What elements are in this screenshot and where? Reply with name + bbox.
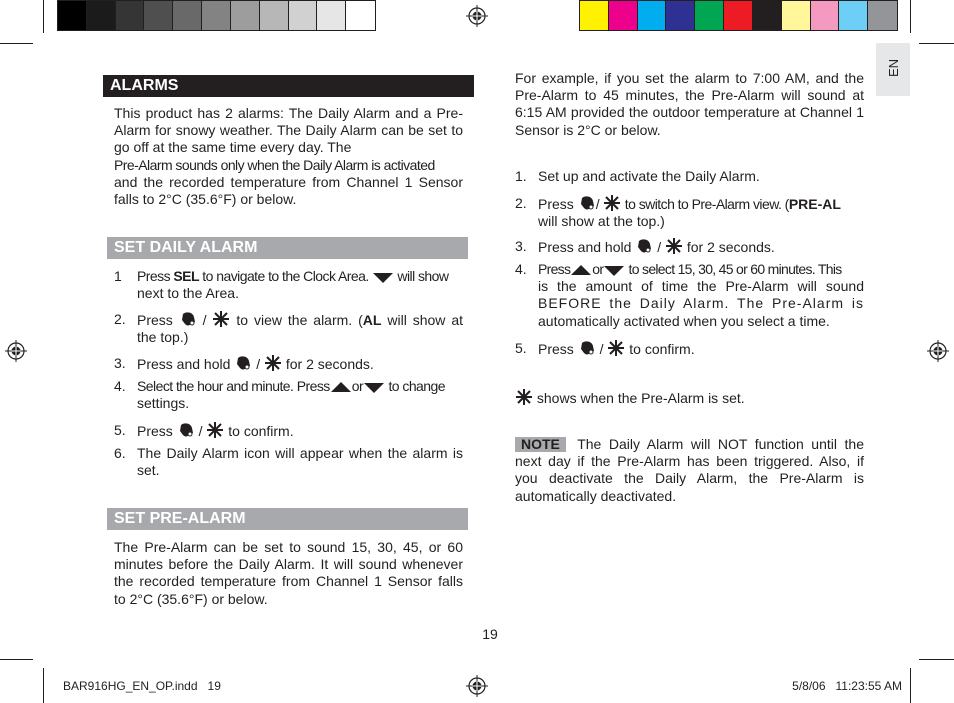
step-text: Set up and activate the Daily Alarm. bbox=[538, 168, 760, 184]
up-arrow-icon bbox=[331, 382, 351, 393]
snowflake-icon bbox=[265, 355, 281, 371]
down-arrow-icon bbox=[373, 272, 393, 283]
step-text: / bbox=[198, 423, 203, 439]
note-text: The Daily Alarm will NOT function until the next day if the Pre-Alarm has been triggered. Also, if you deactivate the Daily Alarm, the Pre-Alarm is automatically deactivated. bbox=[515, 436, 864, 504]
alarm-bell-icon bbox=[235, 355, 251, 371]
color-swatch bbox=[289, 1, 318, 30]
snowflake-icon bbox=[213, 311, 229, 327]
registration-mark-icon bbox=[466, 675, 488, 697]
step-text: to switch to Pre-Alarm view. ( bbox=[621, 196, 789, 212]
crop-mark bbox=[0, 43, 33, 44]
step-text: will show bbox=[394, 268, 449, 284]
step-text: Press and hold bbox=[538, 239, 632, 255]
language-tab bbox=[876, 43, 910, 96]
crop-mark bbox=[919, 43, 954, 44]
page-number: 19 bbox=[482, 626, 498, 642]
step-number: 5. bbox=[515, 340, 527, 356]
alarm-bell-icon bbox=[180, 311, 196, 327]
step-text: or bbox=[351, 378, 364, 394]
language-tab-label: EN bbox=[886, 58, 901, 77]
section-heading-set-daily-alarm: SET DAILY ALARM bbox=[107, 237, 468, 259]
color-swatch bbox=[87, 1, 116, 30]
step-text: will show at the top.) bbox=[538, 213, 665, 230]
step-text: Press bbox=[137, 423, 173, 439]
snowflake-icon bbox=[666, 238, 682, 254]
step-text: / bbox=[657, 239, 662, 255]
alarms-intro-text: This product has 2 alarms: The Daily Alarm and a Pre-Alarm for snowy weather. The Daily Alarm can be set to go off at the same time every day. The bbox=[114, 105, 463, 156]
color-swatch bbox=[144, 1, 173, 30]
step-text: Press bbox=[137, 312, 173, 328]
sel-key-label: SEL bbox=[173, 268, 199, 284]
crop-mark bbox=[43, 0, 44, 33]
crop-mark bbox=[910, 668, 911, 703]
footer-timestamp: 5/8/06 11:23:55 AM bbox=[792, 679, 902, 693]
crop-mark bbox=[910, 0, 911, 33]
alarm-bell-icon bbox=[579, 195, 595, 211]
snowflake-note bbox=[515, 389, 864, 407]
step-text: Press bbox=[538, 341, 574, 357]
up-arrow-icon bbox=[571, 265, 591, 276]
step-number: 1. bbox=[515, 168, 527, 184]
snowflake-icon bbox=[608, 340, 624, 356]
alarms-intro-text-end: and the recorded temperature from Channel 1 Sensor falls to 2°C (35.6°F) or below. bbox=[114, 173, 463, 208]
alarm-bell-icon bbox=[178, 422, 194, 438]
list-item bbox=[114, 422, 463, 440]
alarms-intro-text-condensed: Pre-Alarm sounds only when the Daily Alarm is activated bbox=[114, 156, 435, 173]
alarm-bell-icon bbox=[636, 238, 652, 254]
color-swatch bbox=[260, 1, 289, 30]
step-text: to view the alarm. ( bbox=[236, 312, 363, 328]
step-number: 3. bbox=[515, 238, 527, 254]
note-label: NOTE bbox=[515, 437, 566, 452]
list-item bbox=[114, 355, 463, 373]
step-number: 2. bbox=[114, 311, 126, 327]
step-text: / bbox=[202, 312, 207, 328]
list-item bbox=[515, 195, 864, 230]
alarms-intro bbox=[114, 105, 463, 208]
note-paragraph bbox=[515, 436, 864, 505]
color-swatch bbox=[666, 1, 695, 30]
snowflake-icon bbox=[207, 422, 223, 438]
step-text: for 2 seconds. bbox=[285, 356, 374, 372]
step-text: to navigate to the Clock Area. bbox=[198, 268, 373, 284]
list-item bbox=[114, 268, 463, 302]
grayscale-color-bar bbox=[57, 0, 376, 31]
color-swatch bbox=[811, 1, 840, 30]
color-swatch bbox=[724, 1, 753, 30]
step-number: 2. bbox=[515, 195, 527, 211]
step-text: automatically activated when you select a time. bbox=[538, 312, 830, 329]
step-number: 3. bbox=[114, 355, 126, 371]
example-paragraph: For example, if you set the alarm to 7:00 AM, and the Pre-Alarm to 45 minutes, the Pre-Alarm will sound at 6:15 AM provided the outdoor temperature at Channel 1 Sensor is 2°C or below. bbox=[515, 70, 864, 138]
step-text: next to the Area. bbox=[137, 285, 239, 302]
color-swatch bbox=[695, 1, 724, 30]
step-text: is the amount of time the Pre-Alarm will sound bbox=[538, 278, 864, 295]
step-text: for 2 seconds. bbox=[686, 239, 775, 255]
color-swatch bbox=[58, 1, 87, 30]
registration-mark-icon bbox=[466, 5, 488, 27]
alarm-bell-icon bbox=[579, 340, 595, 356]
step-text: to select 15, 30, 45 or 60 minutes. This bbox=[625, 261, 842, 277]
registration-mark-icon bbox=[927, 340, 949, 362]
crop-mark bbox=[919, 659, 954, 660]
color-swatch bbox=[609, 1, 638, 30]
footer-filename: BAR916HG_EN_OP.indd 19 bbox=[63, 679, 221, 693]
al-label: AL bbox=[362, 312, 382, 328]
step-text: Press and hold bbox=[137, 356, 231, 372]
list-item bbox=[515, 238, 864, 256]
step-text: / bbox=[595, 196, 600, 212]
list-item bbox=[114, 311, 463, 346]
step-number: 4. bbox=[515, 261, 527, 277]
pre-al-label: PRE-AL bbox=[788, 196, 841, 212]
color-swatch bbox=[116, 1, 145, 30]
step-text: to change bbox=[385, 378, 445, 394]
list-item bbox=[114, 445, 463, 479]
color-swatch bbox=[173, 1, 202, 30]
snowflake-note-text: shows when the Pre-Alarm is set. bbox=[533, 390, 745, 406]
crop-mark bbox=[0, 659, 33, 660]
section-heading-set-pre-alarm: SET PRE-ALARM bbox=[107, 508, 468, 530]
snowflake-icon bbox=[604, 195, 620, 211]
step-number: 4. bbox=[114, 378, 126, 394]
section-heading-alarms: ALARMS bbox=[103, 75, 474, 97]
list-item bbox=[515, 168, 864, 185]
color-swatch bbox=[231, 1, 260, 30]
color-swatch bbox=[753, 1, 782, 30]
color-swatch bbox=[317, 1, 346, 30]
list-item bbox=[515, 340, 864, 358]
color-swatch bbox=[782, 1, 811, 30]
step-text: Press bbox=[538, 196, 574, 212]
step-text: or bbox=[592, 261, 604, 277]
step-number: 1 bbox=[114, 268, 122, 284]
pre-alarm-intro: The Pre-Alarm can be set to sound 15, 30, 45, or 60 minutes before the Daily Alarm. It will sound whenever the recorded temperature from Channel 1 Sensor falls to 2°C (35.6°F) or below. bbox=[114, 539, 463, 607]
step-number: 5. bbox=[114, 422, 126, 438]
down-arrow-icon bbox=[604, 265, 624, 276]
step-number: 6. bbox=[114, 445, 126, 461]
step-text: The Daily Alarm icon will appear when the alarm is set. bbox=[137, 445, 463, 479]
cmyk-color-bar bbox=[579, 0, 898, 31]
color-swatch bbox=[638, 1, 667, 30]
step-text: will show at the top.) bbox=[137, 312, 463, 346]
step-text: BEFORE the Daily Alarm. The Pre-Alarm is bbox=[538, 295, 864, 312]
color-swatch bbox=[346, 1, 375, 30]
step-text: Press bbox=[137, 268, 174, 284]
step-text: settings. bbox=[137, 395, 190, 412]
registration-mark-icon bbox=[5, 340, 27, 362]
color-swatch bbox=[202, 1, 231, 30]
step-text: / bbox=[599, 341, 604, 357]
snowflake-icon bbox=[516, 389, 532, 405]
list-item bbox=[114, 378, 463, 412]
color-swatch bbox=[868, 1, 897, 30]
step-text: Select the hour and minute. Press bbox=[137, 378, 330, 394]
step-text: Press bbox=[538, 261, 571, 277]
list-item bbox=[515, 261, 864, 330]
step-text: / bbox=[256, 356, 261, 372]
down-arrow-icon bbox=[364, 382, 384, 393]
step-text: to confirm. bbox=[629, 341, 695, 357]
step-text: to confirm. bbox=[228, 423, 294, 439]
color-swatch bbox=[580, 1, 609, 30]
crop-mark bbox=[43, 668, 44, 703]
color-swatch bbox=[839, 1, 868, 30]
